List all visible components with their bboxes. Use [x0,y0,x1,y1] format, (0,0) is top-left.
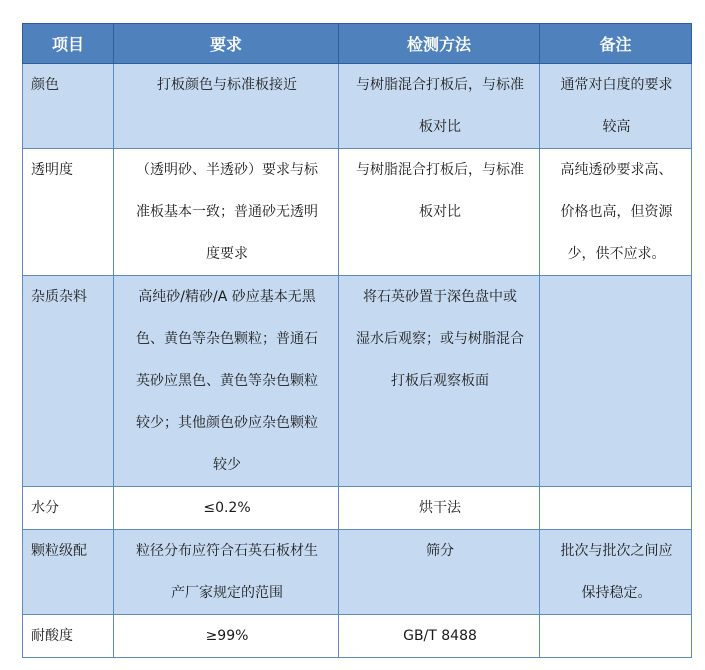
requirement-line: 度要求 [206,246,248,262]
method-line: 筛分 [426,543,454,559]
cell-item: 透明度 [23,149,114,276]
requirement-line: ≥99% [205,628,249,644]
table-row [23,64,692,149]
cell-item: 水分 [23,487,114,530]
note-line: 高纯透砂要求高、 [560,162,673,178]
note-line: 保持稳定。 [581,585,652,601]
cell-requirement [114,615,339,658]
method-line: 与树脂混合打板后，与标准 [356,77,524,93]
note-line: 批次与批次之间应 [560,543,673,559]
table-container [22,23,691,658]
cell-note [540,149,692,276]
cell-note [540,276,692,487]
cell-test-method [339,615,540,658]
cell-requirement [114,487,339,530]
requirement-line: 准板基本一致；普通砂无透明 [136,204,318,220]
table-row [23,615,692,658]
cell-test-method [339,487,540,530]
method-line: 打板后观察板面 [391,373,489,389]
method-line: 湿水后观察；或与树脂混合 [356,331,524,347]
note-line: 通常对白度的要求 [560,77,673,93]
cell-requirement [114,276,339,487]
quartz-sand-spec-table [22,23,692,658]
cell-note [540,64,692,149]
method-line: 板对比 [419,204,461,220]
method-line: 板对比 [419,119,461,135]
cell-item: 杂质杂料 [23,276,114,487]
cell-note [540,487,692,530]
note-line: 少，供不应求。 [567,246,666,262]
requirement-line: ≤0.2% [203,500,251,516]
method-line: 烘干法 [419,500,461,516]
table-row [23,487,692,530]
method-line: 与树脂混合打板后，与标准 [356,162,524,178]
cell-test-method [339,149,540,276]
header-row [23,24,692,64]
requirement-line: （透明砂、半透砂）要求与标 [136,162,318,178]
cell-item: 颗粒级配 [23,530,114,615]
cell-item: 耐酸度 [23,615,114,658]
header-requirement: 要求 [114,24,339,64]
cell-note [540,615,692,658]
cell-test-method [339,530,540,615]
requirement-line: 较少；其他颜色砂应杂色颗粒 [136,415,318,431]
method-line: GB/T 8488 [403,628,477,644]
cell-note [540,530,692,615]
cell-requirement [114,149,339,276]
cell-test-method [339,64,540,149]
table-row [23,530,692,615]
cell-test-method [339,276,540,487]
requirement-line: 较少 [213,457,241,473]
requirement-line: 打板颜色与标准板接近 [157,77,297,93]
requirement-line: 产厂家规定的范围 [171,585,283,601]
table-row [23,276,692,487]
requirement-line: 色、黄色等杂色颗粒；普通石 [136,331,318,347]
note-line: 较高 [602,119,631,135]
cell-requirement [114,64,339,149]
requirement-line: 英砂应黑色、黄色等杂色颗粒 [136,373,318,389]
requirement-line: 粒径分布应符合石英石板材生 [136,543,318,559]
requirement-line: 高纯砂/精砂/A 砂应基本无黑 [138,289,316,305]
header-test-method: 检测方法 [339,24,540,64]
cell-requirement [114,530,339,615]
header-item: 项目 [23,24,114,64]
table-row [23,149,692,276]
cell-item: 颜色 [23,64,114,149]
method-line: 将石英砂置于深色盘中或 [363,289,517,305]
note-line: 价格也高，但资源 [560,204,673,220]
header-note: 备注 [540,24,692,64]
